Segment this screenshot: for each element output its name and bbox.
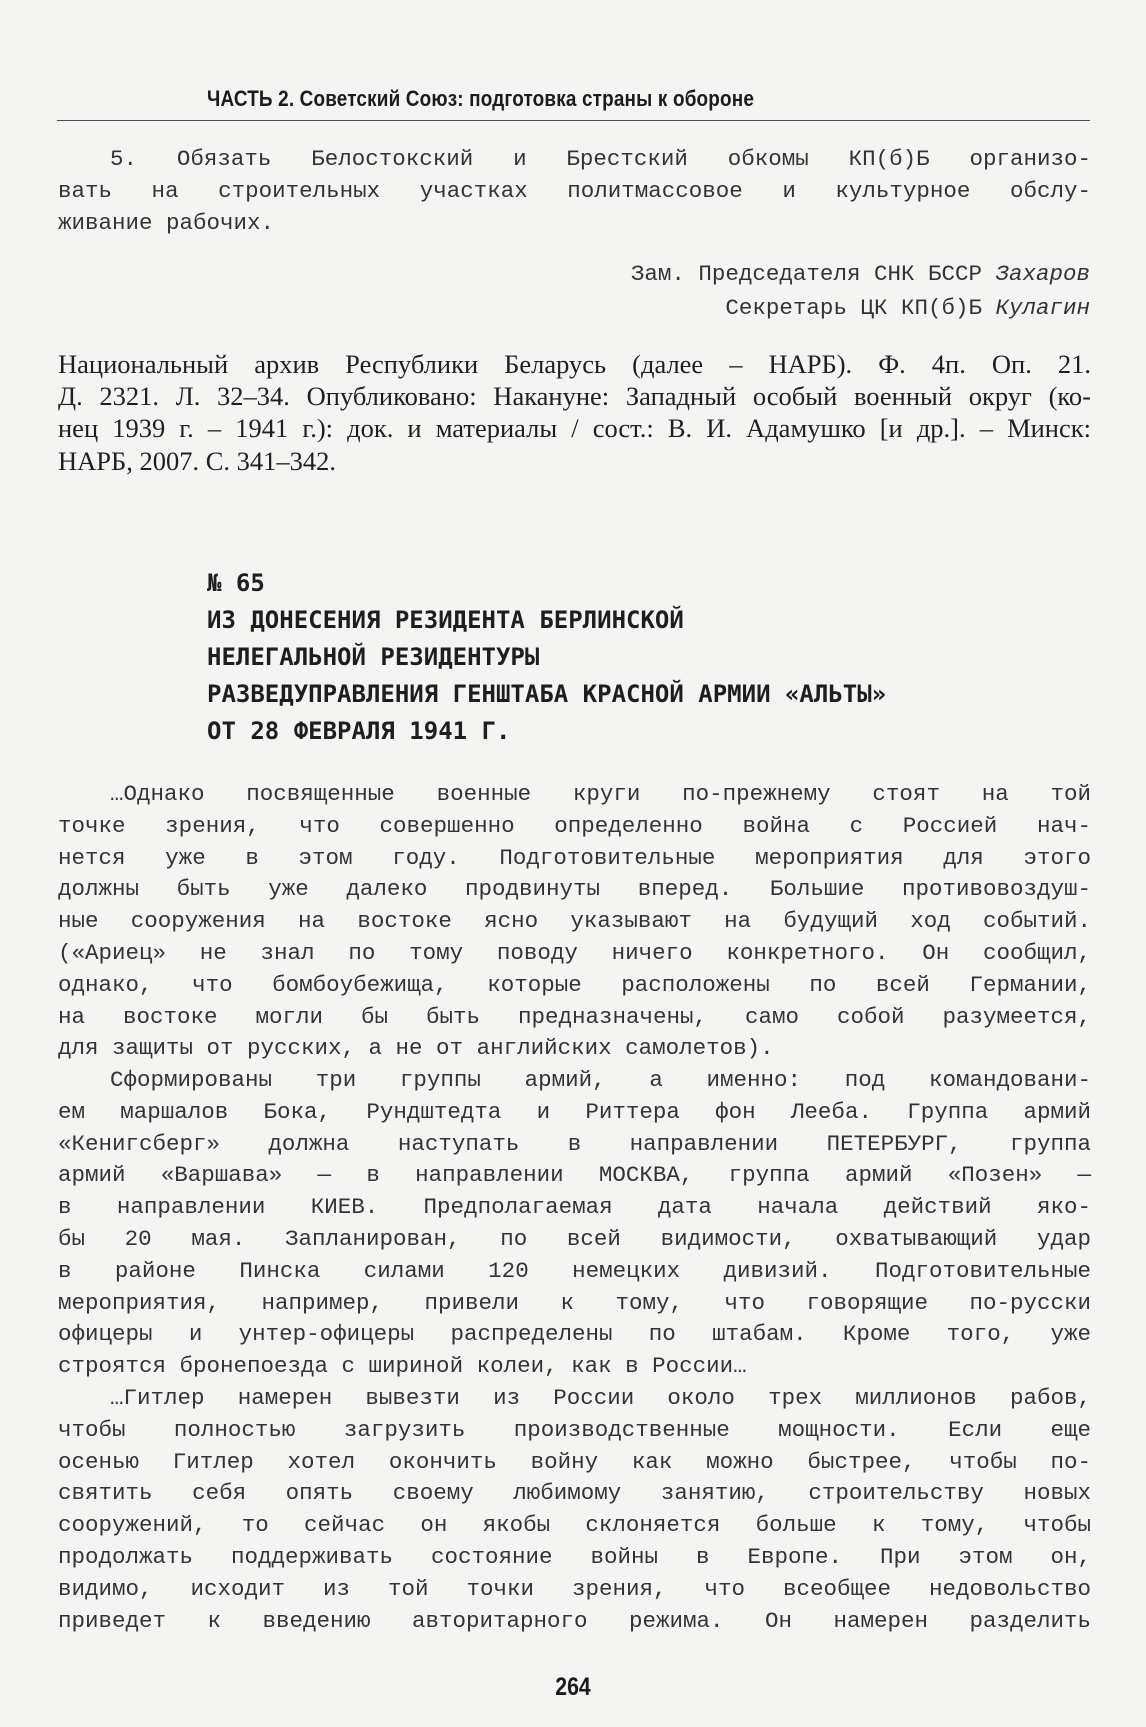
body-paragraph-1 — [58, 779, 1091, 1065]
text-line: («Ариец» не знал по тому поводу ничего конкретного. Он сообщил, — [58, 939, 1091, 966]
text-line: однако, что бомбоубежища, которые расположены по всей Германии, — [58, 971, 1091, 998]
document-heading — [207, 565, 886, 750]
signature-name: Захаров — [995, 261, 1090, 287]
text-line: офицеры и унтер-офицеры распределены по штабам. Кроме того, уже — [58, 1321, 1091, 1348]
text-line: мероприятия, например, привели к тому, что говорящие по-русски — [58, 1289, 1091, 1316]
text-line: армий «Варшава» — в направлении МОСКВА, группа армий «Позен» — — [58, 1162, 1091, 1189]
signature-line — [631, 291, 1090, 325]
text-line: Д. 2321. Л. 32–34. Опубликовано: Накануне: Западный особый военный округ (ко- — [58, 381, 1091, 412]
body-paragraph-2 — [58, 1065, 1091, 1383]
text-line: строятся бронепоезда с шириной колеи, как в России… — [58, 1353, 747, 1380]
text-line: приведет к введению авторитарного режима. Он намерен разделить — [58, 1607, 1091, 1634]
text-line: точке зрения, что совершенно определенно война с Россией нач- — [58, 812, 1091, 839]
item-5-paragraph — [58, 144, 1091, 239]
signature-title: Секретарь ЦК КП(б)Б — [725, 295, 982, 321]
body-paragraph-3 — [58, 1383, 1091, 1637]
document-title-line: РАЗВЕДУПРАВЛЕНИЯ ГЕНШТАБА КРАСНОЙ АРМИИ «АЛЬТЫ» — [207, 680, 887, 708]
text-line: чтобы полностью загрузить производственные мощности. Если еще — [58, 1416, 1091, 1443]
text-line: Сформированы три группы армий, а именно: под командовани- — [110, 1067, 1091, 1093]
text-line: нется уже в этом году. Подготовительные мероприятия для этого — [58, 844, 1091, 871]
text-line: «Кенигсберг» должна наступать в направлении ПЕТЕРБУРГ, группа — [58, 1130, 1091, 1157]
signature-block — [631, 257, 1090, 325]
header-rule — [57, 120, 1090, 121]
text-line: ные сооружения на востоке ясно указывают на будущий ход событий. — [58, 908, 1091, 935]
text-line: для защиты от русских, а не от английских самолетов). — [58, 1035, 774, 1062]
text-line: сооружений, то сейчас он якобы склоняется больше к тому, чтобы — [58, 1512, 1091, 1539]
text-line: нец 1939 г. – 1941 г.): док. и материалы / сост.: В. И. Адамушко [и др.]. – Минск: — [58, 413, 1091, 444]
document-title-line: ИЗ ДОНЕСЕНИЯ РЕЗИДЕНТА БЕРЛИНСКОЙ — [207, 606, 684, 634]
text-line: 5. Обязать Белостокский и Брестский обкомы КП(б)Б организо- — [110, 146, 1091, 172]
text-line: на востоке могли бы быть предназначены, само собой разумеется, — [58, 1003, 1091, 1030]
signature-line — [631, 257, 1090, 291]
text-line: видимо, исходит из той точки зрения, что всеобщее недовольство — [58, 1575, 1091, 1602]
signature-name: Кулагин — [995, 295, 1090, 321]
page-number: 264 — [555, 1673, 591, 1701]
text-line: вать на строительных участках политмассовое и культурное обслу- — [58, 177, 1091, 204]
text-line: …Однако посвященные военные круги по-прежнему стоят на той — [110, 781, 1091, 807]
text-line: Национальный архив Республики Беларусь (далее – НАРБ). Ф. 4п. Оп. 21. — [58, 349, 1091, 379]
source-citation — [58, 348, 1091, 477]
text-line: …Гитлер намерен вывезти из России около трех миллионов рабов, — [110, 1385, 1091, 1411]
text-line: в направлении КИЕВ. Предполагаемая дата начала действий яко- — [58, 1194, 1091, 1221]
text-line: продолжать поддерживать состояние войны в Европе. При этом он, — [58, 1543, 1091, 1570]
document-number: № 65 — [207, 569, 265, 597]
text-line: бы 20 мая. Запланирован, по всей видимости, охватывающий удар — [58, 1225, 1091, 1252]
text-line: святить себя опять своему любимому занятию, строительству новых — [58, 1480, 1091, 1507]
text-line: НАРБ, 2007. С. 341–342. — [58, 445, 337, 476]
document-title-line: ОТ 28 ФЕВРАЛЯ 1941 Г. — [207, 717, 511, 745]
text-line: осенью Гитлер хотел окончить войну как можно быстрее, чтобы по- — [58, 1448, 1091, 1475]
document-title-line: НЕЛЕГАЛЬНОЙ РЕЗИДЕНТУРЫ — [207, 643, 540, 671]
text-line: должны быть уже далеко продвинуты вперед. Большие противовоздуш- — [58, 876, 1091, 903]
signature-title: Зам. Председателя СНК БССР — [630, 261, 982, 287]
text-line: в районе Пинска силами 120 немецких дивизий. Подготовительные — [58, 1257, 1091, 1284]
text-line: ем маршалов Бока, Рундштедта и Риттера фон Лееба. Группа армий — [58, 1098, 1091, 1125]
text-line: живание рабочих. — [58, 209, 275, 236]
running-header: ЧАСТЬ 2. Советский Союз: подготовка страны к обороне — [207, 86, 755, 111]
